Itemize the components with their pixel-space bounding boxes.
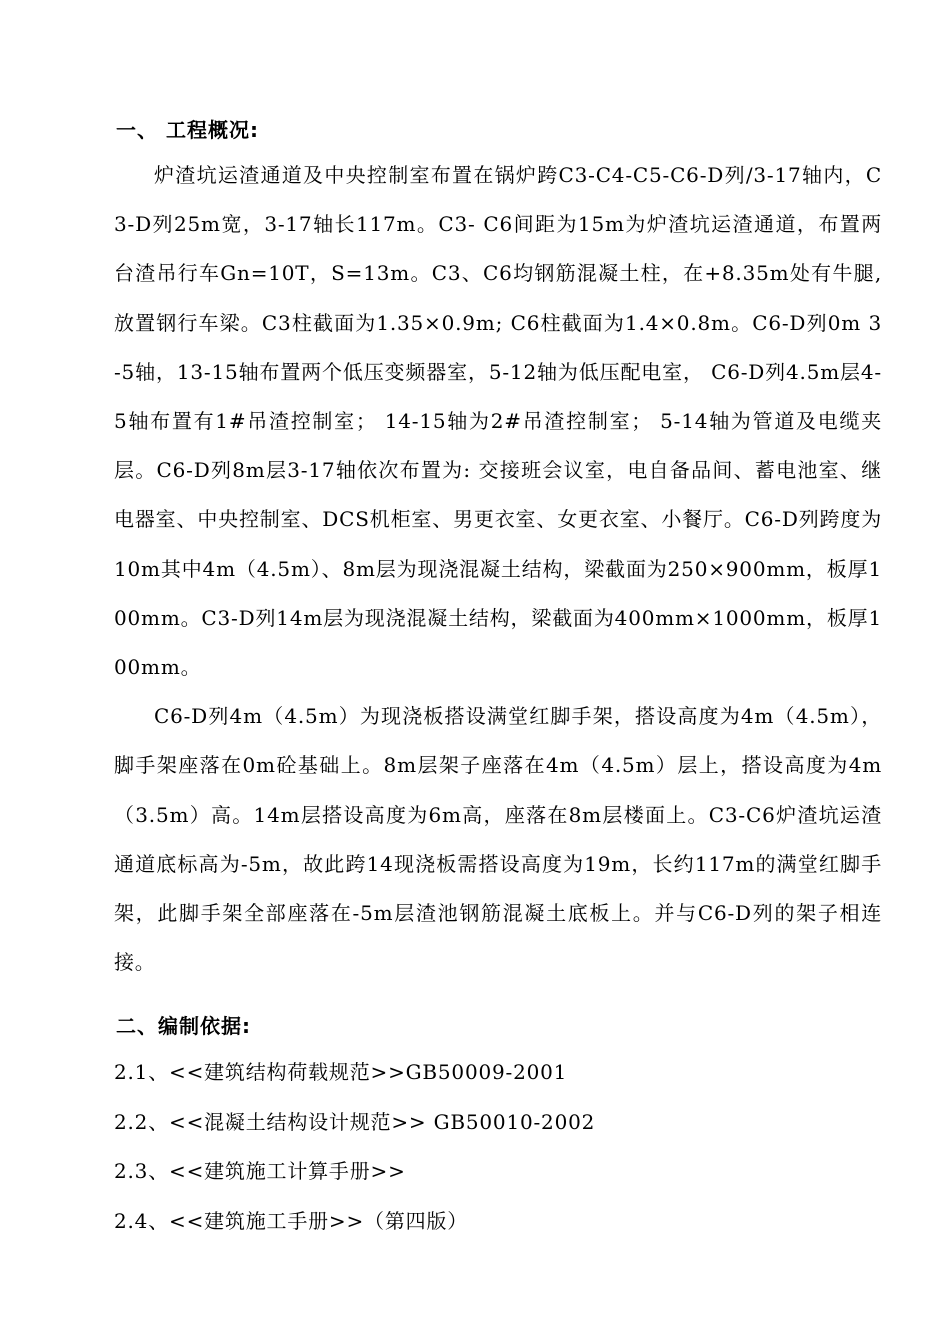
reference-item: 2.2、<<混凝土结构设计规范>> GB50010-2002: [114, 1109, 596, 1134]
section-heading-overview: 一、 工程概况:: [116, 118, 259, 142]
reference-item: 2.4、<<建筑施工手册>>（第四版）: [114, 1208, 469, 1233]
reference-list: [114, 1054, 595, 1252]
reference-item: 2.1、<<建筑结构荷载规范>>GB50009-2001: [114, 1060, 568, 1084]
overview-body: [114, 151, 882, 987]
section-heading-basis: 二、编制依据:: [116, 1014, 251, 1038]
reference-item: 2.3、<<建筑施工计算手册>>: [114, 1159, 406, 1183]
overview-paragraph-1: 炉渣坑运渣通道及中央控制室布置在锅炉跨C3-C4-C5-C6-D列/3-17轴内，C3-D列25m宽，3-17轴长117m。C3- C6间距为15m为炉渣坑运渣通道，布置两台渣吊行车Gn=10T，S=13m。C3、C6均钢筋混凝土柱，在+8.35m处有牛腿,放置钢行车梁。C3柱截面为1.35×0.9m; C6柱截面为1.4×0.8m。C6-D列0m 3-5轴，13-15轴布置两个低压变频器室，5-12轴为低压配电室， C6-D列4.5m层4-5轴布置有1#吊渣控制室； 14-15轴为2#吊渣控制室； 5-14轴为管道及电缆夹层。C6-D列8m层3-17轴依次布置为: 交接班会议室，电自备品间、蓄电池室、继电器室、中央控制室、DCS机柜室、男更衣室、女更衣室、小餐厅。C6-D列跨度为10m其中4m（4.5m）、8m层为现浇混凝土结构，梁截面为250×900mm，板厚100mm。C3-D列14m层为现浇混凝土结构，梁截面为400mm×1000mm，板厚100mm。: [114, 163, 882, 680]
overview-paragraph-2: C6-D列4m（4.5m）为现浇板搭设满堂红脚手架，搭设高度为4m（4.5m），脚手架座落在0m砼基础上。8m层架子座落在4m（4.5m）层上，搭设高度为4m（3.5m）高。14m层搭设高度为6m高，座落在8m层楼面上。C3-C6炉渣坑运渣通道底标高为-5m，故此跨14现浇板需搭设高度为19m，长约117m的满堂红脚手架，此脚手架全部座落在-5m层渣池钢筋混凝土底板上。并与C6-D列的架子相连接。: [114, 704, 882, 975]
